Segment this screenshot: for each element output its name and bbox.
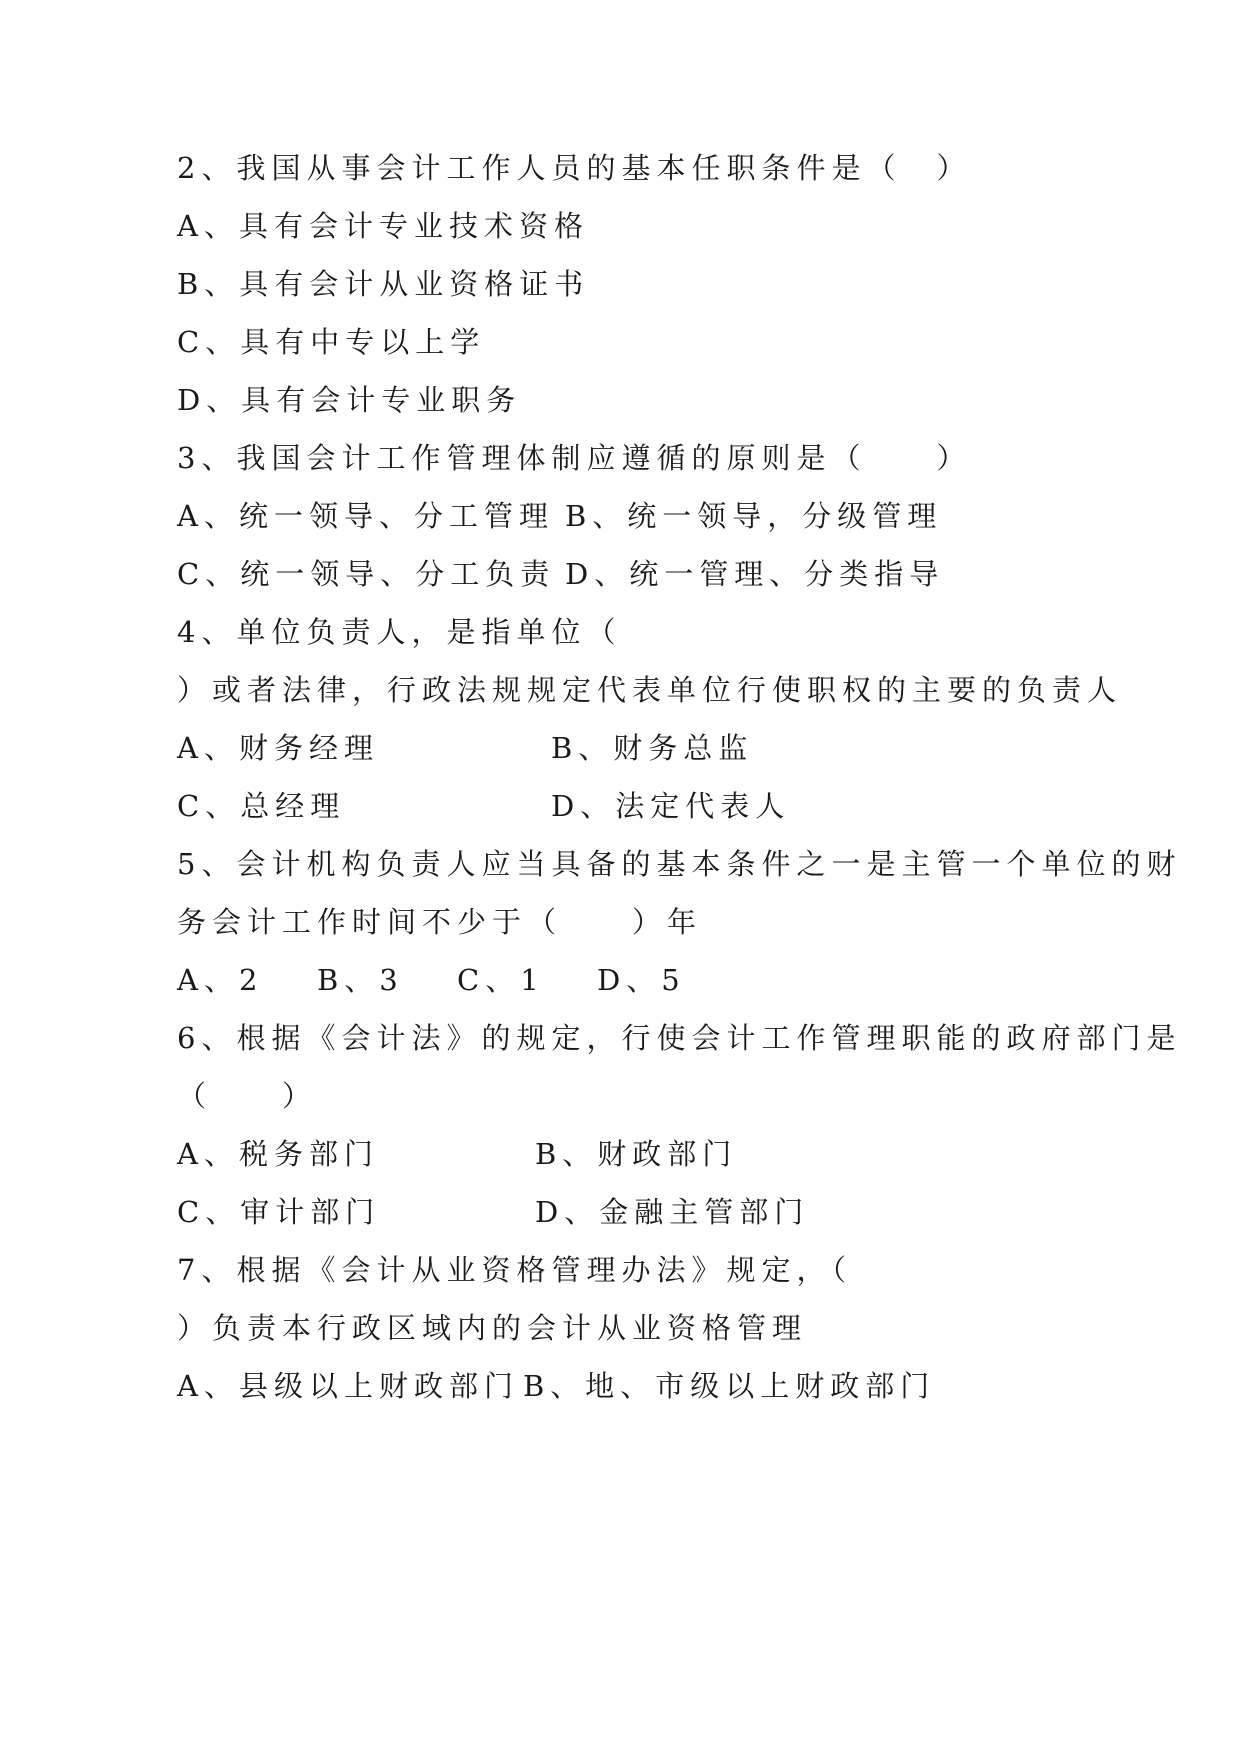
question-6-text-continued (177, 1078, 317, 1114)
question-3-options-row-1 (177, 498, 943, 534)
question-4-options-row-2 (177, 788, 791, 824)
question-5-text (177, 846, 1181, 882)
question-2-option-b (177, 266, 589, 302)
option-text: B、财务总监 (551, 731, 754, 765)
question-6-options-row-2 (177, 1194, 810, 1230)
question-2-text (177, 150, 971, 186)
option-text: A、统一领导、分工管理 (177, 499, 554, 533)
option-text: D、具有会计专业职务 (177, 383, 522, 417)
question-2-option-d (177, 382, 521, 418)
option-text: A、财务经理 (177, 731, 379, 765)
question-7-options-row (177, 1368, 936, 1404)
question-6-text (177, 1020, 1181, 1056)
option-text: C、审计部门 (177, 1195, 381, 1229)
question-4-options-row-1 (177, 730, 754, 766)
question-text: 务会计工作时间不少于（ ）年 (177, 905, 703, 939)
option-text: B、具有会计从业资格证书 (177, 267, 590, 301)
option-text: C、统一领导、分工负责 (177, 557, 556, 591)
option-text: B、3 (317, 963, 404, 997)
question-6-options-row-1 (177, 1136, 738, 1172)
option-text: D、统一管理、分类指导 (565, 557, 945, 591)
question-text: 6、根据《会计法》的规定，行使会计工作管理职能的政府部门是 (177, 1021, 1182, 1055)
question-text: 4、单位负责人，是指单位（ (177, 615, 622, 649)
option-text: D、金融主管部门 (535, 1195, 810, 1229)
option-text: B、地、市级以上财政部门 (523, 1369, 936, 1403)
question-text: 7、根据《会计从业资格管理办法》规定，（ (177, 1253, 852, 1287)
question-2-option-c (177, 324, 485, 360)
question-3-text (177, 440, 971, 476)
question-text: 5、会计机构负责人应当具备的基本条件之一是主管一个单位的财 (177, 847, 1182, 881)
question-text: ）负责本行政区域内的会计从业资格管理 (177, 1311, 808, 1345)
question-text: （ ） (177, 1079, 318, 1113)
option-text: A、税务部门 (177, 1137, 379, 1171)
question-text: 2、我国从事会计工作人员的基本任职条件是（ ） (177, 151, 972, 185)
question-7-text (177, 1252, 852, 1288)
option-text: D、法定代表人 (551, 789, 791, 823)
question-text: ）或者法律，行政法规规定代表单位行使职权的主要的负责人 (177, 673, 1123, 707)
option-text: C、总经理 (177, 789, 346, 823)
option-text: B、财政部门 (535, 1137, 738, 1171)
option-text: C、具有中专以上学 (177, 325, 486, 359)
option-text: C、1 (457, 963, 545, 997)
option-text: A、县级以上财政部门 (177, 1369, 519, 1403)
question-4-text-continued (177, 672, 1122, 708)
question-7-text-continued (177, 1310, 807, 1346)
question-2-option-a (177, 208, 589, 244)
option-text: A、2 (177, 963, 264, 997)
question-5-text-continued (177, 904, 702, 940)
question-5-options-row (177, 962, 686, 998)
question-3-options-row-2 (177, 556, 945, 592)
question-4-text (177, 614, 621, 650)
option-text: A、具有会计专业技术资格 (177, 209, 589, 243)
question-text: 3、我国会计工作管理体制应遵循的原则是（ ） (177, 441, 972, 475)
option-text: B、统一领导，分级管理 (565, 499, 943, 533)
option-text: D、5 (597, 963, 686, 997)
